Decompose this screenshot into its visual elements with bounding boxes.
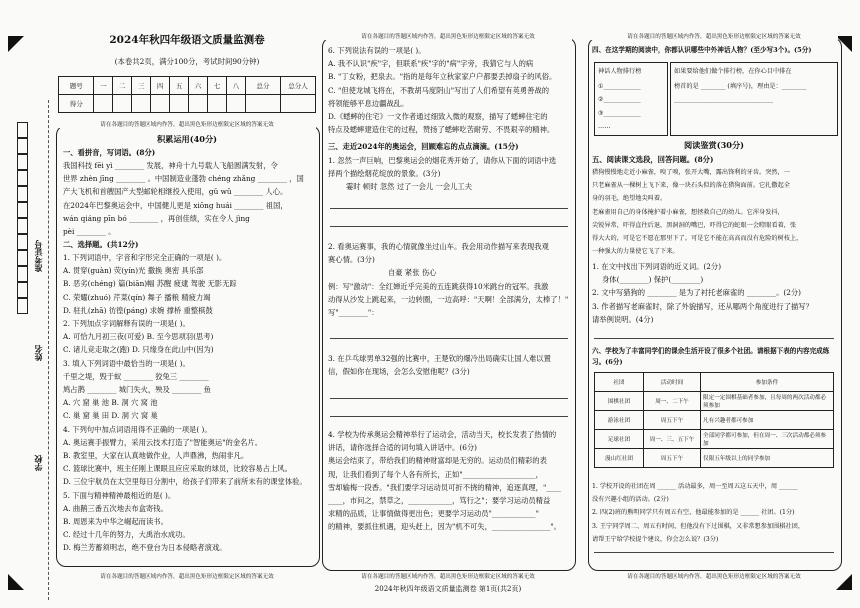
answer-area-notice: 请在各题目的答题区域内作答，超出黑色矩形边框限定区域的答案无效: [361, 574, 535, 580]
q2-title: 二、选择题。(共12分): [63, 240, 139, 249]
q3-1-text: 1. 忽然一声巨响，巴黎奥运会的烟花秀开始了，请你从下面的词语中选: [328, 156, 557, 165]
q3-4-passage: 现，让我们看到了每个人各有所长，正如"____________________，: [328, 469, 543, 479]
myth-reason-box: [670, 62, 838, 136]
q1-line: 我国科技 fēi yì ________ 发展，神舟十九号载人飞船圆满发射，令: [63, 161, 278, 170]
q2-item: 4. 下列句中加点词语用得不正确的一项是( )。: [63, 424, 212, 434]
passage-line: 尖锐异常，吓得直往后退，黑洞洞的嘴巴，吓得它的蛇眼一会瞪眼看着，张: [592, 221, 797, 229]
score-cell[interactable]: [208, 95, 227, 113]
q6-title: 六、学校为了丰富同学们的课余生活开设了很多个社团。请根据下表的内容完成练习。(6分): [592, 347, 830, 366]
q5-item: 身体(________) 保护(________): [602, 275, 704, 285]
answer-line[interactable]: [330, 398, 568, 399]
score-header-cell: 总分人: [281, 77, 316, 95]
score-cell[interactable]: [226, 95, 245, 113]
q1-line: 世界 zhèn jīng ________ 。中国制造业蓬勃 chéng zhǎng ________ ，国: [63, 174, 304, 184]
club-time: 周五下午: [644, 411, 701, 430]
q2-item6-block: [328, 44, 570, 136]
q2-item: A. 穴 窟 巢 池 B. 洞 穴 窝 池: [63, 398, 158, 408]
q1-line: 产大飞机和首艘国产大型邮轮相继投入使用，gǔ wǔ ________ 人心。: [63, 187, 288, 197]
score-header-cell: 总分: [246, 77, 281, 95]
myth-ranking-title: 神话人物排行榜: [598, 68, 642, 75]
q2-item: B. "丁女粉，把泉去。"指的是每年立秋家家户户都要丢掉扇子的风俗。: [328, 72, 557, 82]
score-header-cell: 一: [94, 77, 113, 95]
score-cell[interactable]: [94, 95, 113, 113]
answer-area-notice: 请在各题目的答题区域内作答，超出黑色矩形边框限定区域的答案无效: [627, 574, 801, 580]
passage-line: 只老麻雀从一棵树上飞下来，像一块石头似的落在猎狗面前。它扎撒起全: [592, 182, 790, 190]
club-condition: 全部同学都可参加，但在周一、三次活动都必须参加: [701, 430, 834, 449]
myth-ranking-slot[interactable]: ②____________: [598, 96, 641, 104]
q3-4-block: [328, 428, 570, 534]
answer-line[interactable]: [594, 552, 834, 553]
q2-item: D. 梅兰芳蓄须明志，绝不登台为日本侵略者演戏。: [63, 543, 227, 553]
q3-4-passage: ____，市问之，禁草之，____________，笃行之"；要学习运动员精益: [328, 496, 551, 506]
club-condition: 仅限五年级以上的同学参加: [701, 449, 834, 468]
q5-item: 3. 作者描写老麻雀时，除了外貌描写，还从哪两个角度进行了描写？: [592, 301, 813, 311]
q5-item: 请举例说明。(4分): [592, 314, 654, 324]
q1-line: wán qiáng pīn bó ________ ，再创佳绩，实在令人 jìng: [63, 213, 250, 223]
q5-passage: [592, 166, 838, 258]
score-header-cell: 五: [170, 77, 189, 95]
q3-2-example: 动得从沙发上跳起来，一边转圈，一边高呼："天啊！全部满分，太棒了！": [328, 294, 569, 304]
q1-line: pèi ________ 。: [63, 227, 116, 237]
page-title: 2024年秋四年级语文质量监测卷: [109, 34, 265, 46]
club-time: 周一、三、五下午: [644, 430, 701, 449]
q2-item: C. 经过十几年的努力，大禹治水成功。: [63, 530, 190, 540]
score-cell[interactable]: [189, 95, 208, 113]
answer-line[interactable]: [330, 208, 568, 209]
passage-line: 身的羽毛，绝望地尖叫着。: [592, 195, 667, 203]
page-subtitle: (本卷共2页，满分100分，考试时间90分钟): [114, 57, 260, 66]
clubs-header: 活动时间: [644, 373, 701, 392]
club-time: 周一、二下午: [644, 392, 701, 411]
q5-title: 五、阅读课文选段，回答问题。(8分): [592, 155, 714, 164]
q3-3-text: 3. 在乒乓球男单32强的比赛中，王楚钦的爆冷出局确实让国人难以置: [328, 354, 551, 363]
score-cell[interactable]: [113, 95, 132, 113]
q6-questions: [592, 480, 838, 546]
q2-item: B. 恶劣(chéng) 篇(biān)幅 苏醒 疲逮 驾驶 无影无踪: [63, 279, 237, 289]
answer-line[interactable]: [330, 338, 568, 339]
q2-item: B. 周恩来为中华之崛起而读书。: [63, 517, 168, 527]
table-row: [595, 411, 834, 430]
q3-4-passage: 的精神，要抓住机遇，迎头赶上，因为"机不可失，________________"。: [328, 522, 561, 532]
q2-item: A. 曲鹅三番五次地去布盒寄钱。: [63, 503, 168, 513]
score-row-label: 得分: [59, 95, 94, 113]
q2-choices: [63, 251, 315, 555]
club-condition: 凡有兴趣者都可参加: [701, 411, 834, 430]
myth-ranking-slot[interactable]: ①____________: [598, 83, 641, 91]
q3-4-passage: 求精的品质，让事情做得更出色；更要学习运动员"____________": [328, 509, 540, 519]
q3-2-example: 写"________"：: [328, 308, 379, 318]
score-cell[interactable]: [151, 95, 170, 113]
q3-2-example: 例：写"激动"：全红婵近乎完美的五连跳获得10米跳台的冠军。我激: [328, 281, 549, 291]
score-cell[interactable]: [170, 95, 189, 113]
q4-title: 四、在这学期的阅读中，你都认识哪些中外神话人物？(至少写3个)。(5分): [592, 46, 812, 54]
score-cell[interactable]: [132, 95, 151, 113]
myth-reason-text: 如果要给他们做个排行榜，在你心目中排在: [674, 68, 792, 75]
q1-line: 在2024年巴黎奥运会中，中国健儿更是 xiōng huái ________ 祖国，: [63, 200, 288, 210]
q6-item: 1. 学校开设的社团在周 ______ 活动最多，周一至周五这五天中，周 ______: [592, 483, 798, 490]
q2-item: C. 诸儿竞走取之(跑) D. 只缘身在此山中(因为): [63, 345, 214, 355]
q5-questions: [592, 260, 838, 326]
q2-item: A. 可恰九月初三夜(可爱) B. 至今思项羽(思考): [63, 332, 214, 342]
q2-item: 5. 下面与精神精神最相近的是( )。: [63, 490, 176, 500]
q3-4-text: 讲话，请你选择合适的词句填入讲话中。(6分): [328, 443, 477, 453]
q2-item: A. 我不认识"疾"字，但联系"疾"字的"病"字旁，我猜它与人的病: [328, 59, 534, 69]
q3-4-passage: 雪却输梅一段香。"我们要学习运动员可折不挠的精神，追逐真理，"____: [328, 482, 561, 492]
q2-item: D.《蟋蟀的住宅》一文作者通过细致入微的观察，描写了蟋蟀住宅的: [328, 112, 548, 122]
q2-item: C. 巢 窟 巢 田 D. 洞 穴 窝 巢: [63, 411, 158, 421]
q3-3-block: [328, 352, 570, 378]
q2-item: C. 荣耀(zhuó) 芹菜(qín) 舞子 播粮 精疲力竭: [63, 292, 211, 302]
q2-item: 千里之堤，毁于蚁 ________ 狡兔三 ________: [63, 371, 209, 381]
score-cell[interactable]: [246, 95, 281, 113]
myth-ranking-box: [594, 62, 668, 136]
q2-item: D. 三位宇航员在太空里每日分割中，给孩子们带来了前所未有的课堂体验。: [63, 477, 307, 487]
name-label: 姓名: [33, 345, 43, 361]
q2-item: A. 奥运赛手振臂力，采用云技术打造了"智能奥运"的金名片。: [63, 437, 263, 447]
q3-2-word-options: 自豪 紧张 伤心: [388, 268, 437, 278]
q5-item: 2. 文中写猎狗的 ________ 是为了衬托老麻雀的 ________。(2分): [592, 288, 801, 298]
club-time: 周五下午: [644, 449, 701, 468]
myth-ranking-ellipsis: ……: [598, 122, 611, 130]
q6-item: 请帮王宁给学校提个建议，你会怎么说？(3分): [592, 535, 719, 543]
score-header-cell: 二: [113, 77, 132, 95]
score-header-cell: 七: [208, 77, 227, 95]
section-title-reading: 阅读鉴赏(30分): [683, 140, 745, 150]
q2-item: C. "但使龙城飞将在，不教胡马度阴山"写出了人们希望有英勇善战的: [328, 85, 549, 95]
q2-item: 将领能够平息边疆战乱。: [328, 98, 409, 108]
q3-3-text: 信，假如你在现场，会怎么安慰他呢？(3分): [328, 367, 470, 377]
q2-item: C. 篮球比赛中，班主任刚上课眼且应应采取的球员，比较容易占上风。: [63, 464, 292, 474]
score-table: [58, 76, 316, 113]
q6-item: 没有兴趣小组的活动。(2分): [592, 496, 669, 504]
q3-title: 三、走近2024年的奥运会，回顾难忘的点点滴滴。(15分): [328, 142, 519, 151]
score-header-cell: 八: [226, 77, 245, 95]
school-label: 学校: [33, 455, 43, 471]
score-header-cell: 题号: [59, 77, 94, 95]
id-number-label: 准考证号: [33, 240, 43, 272]
q2-item: D. 驻扎(zhā) 彷徨(páng) 求婉 撑桥 重整棋鼓: [63, 305, 213, 315]
q1-title: 一、看拼音，写词语。(8分): [63, 148, 156, 157]
section-title-accumulation: 积累运用(40分): [156, 134, 218, 144]
q3-4-passage: 奥运会结束了，带给我们的精神财富却是无穷的。运动员们精彩的表: [328, 456, 547, 466]
clubs-header: 社团: [595, 373, 644, 392]
binding-strip: [0, 100, 58, 600]
club-name: 足球社团: [595, 430, 644, 449]
club-condition: 限定一定围棋基础者参加，且每周的两次活动都必须参加: [701, 392, 834, 411]
q3-1-block: [328, 154, 570, 194]
q3-1-word-options: 霎时 顿时 忽然 过了一会儿 一会儿工夫: [346, 182, 473, 192]
table-row: [595, 392, 834, 411]
answer-area-notice: 请在各题目的答题区域内作答，超出黑色矩形边框限定区域的答案无效: [590, 32, 838, 40]
score-header-cell: 四: [151, 77, 170, 95]
q2-item: B. 教室里，大家在认真地做作业，人声鼎沸，热闹非凡。: [63, 451, 249, 461]
myth-ranking-slot[interactable]: ③____________: [598, 109, 641, 117]
q3-1-text: 择两个描绘烟花绽放的景象。(3分): [328, 169, 441, 179]
q1-pinyin-block: [63, 159, 315, 238]
q2-item: 3. 填入下列词语中最恰当的一项是( )。: [63, 358, 190, 368]
myth-reason-text: 榜首的是 ________ (填序号)，理由是：________: [674, 83, 807, 91]
q2-item: 6. 下列说法有误的一项是( )。: [328, 46, 426, 55]
answer-line[interactable]: [594, 338, 834, 339]
q2-item: 1. 下列词语中，字音和字形完全正确的一项是( )。: [63, 253, 227, 262]
q3-2-text: 赛心情。(3分): [328, 255, 375, 265]
club-name: 漫山红社团: [595, 449, 644, 468]
answer-line[interactable]: [330, 226, 568, 227]
q2-item: 特点及蟋蟀建造住宅的过程，赞扬了蟋蟀吃苦耐劳、不畏艰辛的精神。: [328, 125, 555, 135]
q2-item: 鸠占鹊 ________ 城门失火，殃及 ________ 鱼: [63, 385, 211, 395]
myth-reason-line[interactable]: ________________________________: [674, 96, 773, 104]
q2-item: A. 贯穿(guàn) 荧(yín)光 撒换 奥密 具乐部: [63, 266, 204, 276]
q6-item: 3. 王宁同学周二、周五有时间，但他没有下过围棋，又非常想参加围棋社团，: [592, 522, 805, 530]
q3-2-text: 2. 看奥运赛事，我的心情就像坐过山车。我会用动作描写来表现我观: [328, 242, 549, 251]
passage-line: 得大大的，可是它不愿在那里下了。可是它不能在高高而没有危险的树枝上，: [592, 235, 803, 243]
answer-area-notice: 请在各题目的答题区域内作答，超出黑色矩形边框限定区域的答案无效: [100, 574, 274, 580]
answer-line[interactable]: [330, 416, 568, 417]
passage-line: 老麻雀用自己的身体掩护着小麻雀，想拯救自己的幼儿。它浑身发抖，: [592, 208, 784, 216]
club-name: 围棋社团: [595, 392, 644, 411]
q2-item: 2. 下列加点字词解释有误的一项是( )。: [63, 319, 190, 329]
clubs-table: [594, 372, 834, 468]
answer-area-notice: 请在各题目的答题区域内作答，超出黑色矩形边框限定区域的答案无效: [58, 120, 316, 128]
club-name: 游泳社团: [595, 411, 644, 430]
q3-2-block: [328, 240, 570, 319]
q5-item: 1. 在文中找出下列词语的近义词。(2分): [592, 262, 722, 271]
score-header-cell: 三: [132, 77, 151, 95]
page-footer: 2024年秋四年级语文质量监测卷 第1页(共2页): [374, 585, 522, 593]
passage-line: 一种强大的力量使它飞了下来。: [592, 248, 679, 256]
q3-4-text: 4. 学校为传承奥运会精神举行了运动会，活动当天，校长发表了热情的: [328, 430, 557, 439]
clubs-header: 参加条件: [701, 373, 834, 392]
score-header-cell: 六: [189, 77, 208, 95]
score-cell[interactable]: [281, 95, 316, 113]
passage-line: 猎狗慢慢地走近小麻雀，嗅了嗅，张开大嘴，露出锋利的牙齿。突然，一: [592, 169, 790, 176]
answer-area-notice: 请在各题目的答题区域内作答，超出黑色矩形边框限定区域的答案无效: [324, 32, 572, 40]
table-row: [595, 449, 834, 468]
table-row: [595, 430, 834, 449]
q6-item: 2. 四(2)班的熊明同学只有周五有空，他最能参加的是 ______ 社团。(1分): [592, 509, 795, 517]
